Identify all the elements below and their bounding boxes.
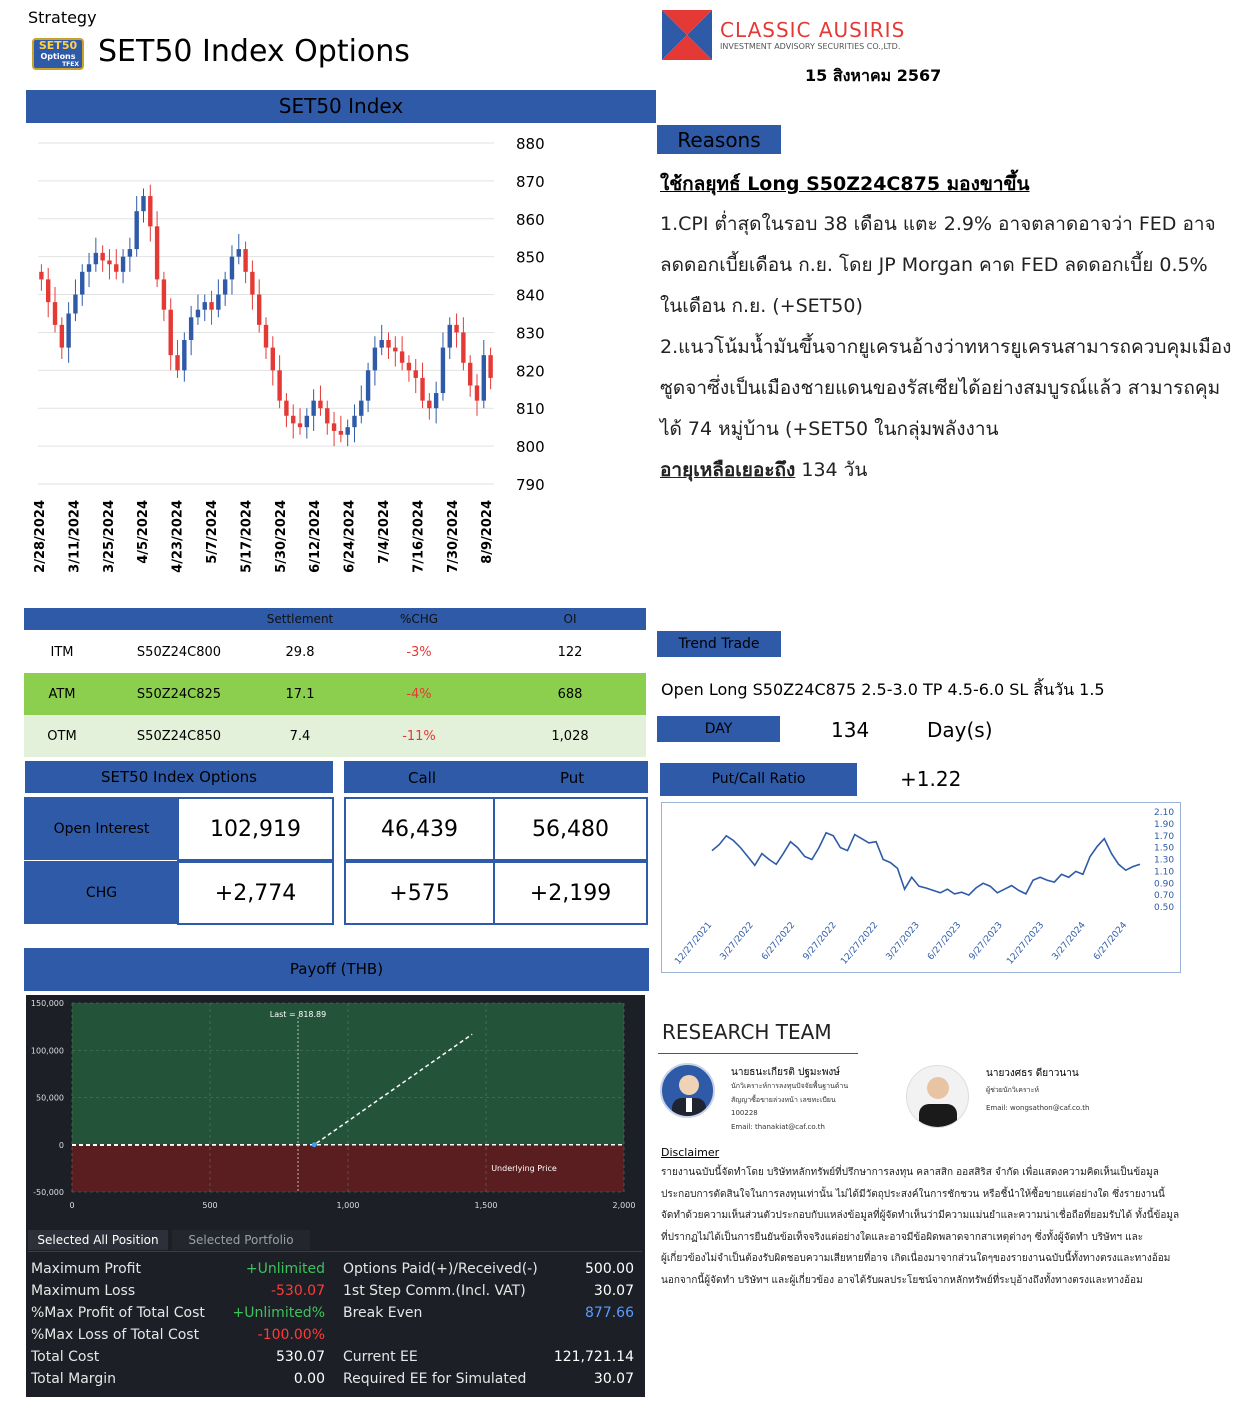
reasons-label: Reasons <box>657 125 781 154</box>
research-divider <box>658 1053 858 1054</box>
table-row <box>24 715 646 757</box>
disclaimer-line: จัดทำด้วยความเห็นส่วนตัวประกอบกับแหล่งข้อมูลที่ผู้จัดทำเห็นว่ามีความแม่นยำและความน่าเชื่อถือที่ยอมรับได้ ทั้งนี้ข้อมูล <box>661 1210 1180 1221</box>
researcher-1-role: 100228 <box>731 1109 758 1117</box>
row-series: S50Z24C825 <box>136 687 222 702</box>
candle-body <box>162 279 166 309</box>
candle-body <box>284 401 288 416</box>
researcher-1-role: นักวิเคราะห์การลงทุนปัจจัยพื้นฐานด้าน <box>731 1082 849 1090</box>
y-tick-label: 860 <box>516 210 545 229</box>
candle-body <box>80 272 84 295</box>
payoff-stat-row <box>27 1303 637 1325</box>
candle-body <box>352 416 356 427</box>
candle-body <box>257 295 261 325</box>
reason-line: ซูดจาซึ่งเป็นเมืองชายแดนของรัสเซียได้อย่างสมบูรณ์แล้ว สามารถคุม <box>660 377 1221 399</box>
payoff-stat-row <box>27 1259 637 1281</box>
day-unit: Day(s) <box>927 718 993 742</box>
x-tick-label: 6/12/2024 <box>308 500 324 573</box>
candle-body <box>393 348 397 352</box>
expiry-line <box>660 450 1240 491</box>
candle-body <box>482 355 486 400</box>
candle-body <box>128 249 132 257</box>
stat-value: -100.00% <box>257 1327 325 1343</box>
y-tick-label: 1.30 <box>1154 855 1175 866</box>
x-tick-label: 500 <box>202 1201 218 1210</box>
y-tick-label: 1.90 <box>1154 819 1175 830</box>
candle-body <box>420 378 424 401</box>
x-tick-label: 9/27/2023 <box>967 920 1005 963</box>
candle-body <box>475 385 479 400</box>
pcr-series-line <box>712 833 1140 895</box>
payoff-chart <box>26 995 645 1225</box>
y-tick-label: 810 <box>516 400 545 419</box>
row-chg: -3% <box>406 645 432 660</box>
disclaimer-line: รายงานฉบับนี้จัดทำโดย บริษัทหลักทรัพย์ที่ปรึกษาการลงทุน คลาสสิก ออสสิริส จำกัด เพื่อแสดงความคิดเห็นเป็นข้อมูล <box>661 1167 1159 1178</box>
stat-value: 30.07 <box>593 1371 634 1387</box>
y-tick-label: 1.70 <box>1154 831 1175 842</box>
x-tick-label: 3/25/2024 <box>101 500 117 573</box>
reason-line: ได้ 74 หมู่บ้าน (+SET50 ในกลุ่มพลังงาน <box>660 418 999 440</box>
pcr-label: Put/Call Ratio <box>660 763 857 796</box>
put-label: Put <box>560 769 585 787</box>
candle-body <box>73 295 77 314</box>
chg-call: +575 <box>344 861 495 925</box>
row-oi: 688 <box>557 687 583 702</box>
stat-label: Current EE <box>343 1349 418 1365</box>
stat-label: %Max Profit of Total Cost <box>31 1305 205 1321</box>
set50-candlestick-chart <box>26 128 656 588</box>
row-moneyness: ITM <box>50 645 74 660</box>
y-tick-label: 0.50 <box>1154 903 1175 913</box>
candle-body <box>46 279 50 302</box>
x-tick-label: 6/24/2024 <box>342 500 358 573</box>
disclaimer-line: ผู้เกี่ยวข้องไม่จำเป็นต้องรับผิดชอบความเสียหายที่อาจ เกิดเนื่องมาจากส่วนใดๆของรายงานฉบับนี้ทั้งทางตรงและทางอ้อม <box>661 1253 1171 1264</box>
x-tick-label: 5/30/2024 <box>273 500 289 573</box>
candle-body <box>60 325 64 348</box>
candle-body <box>339 431 343 435</box>
candle-body <box>386 340 390 348</box>
stat-label: %Max Loss of Total Cost <box>31 1327 200 1343</box>
candle-body <box>203 302 207 310</box>
call-label: Call <box>408 769 437 787</box>
last-price-label: Last = 818.89 <box>269 1010 327 1019</box>
candle-body <box>114 264 118 272</box>
reason-line: 2.แนวโน้มน้ำมันขึ้นจากยูเครนอ้างว่าทหารยูเครนสามารถควบคุมเมือง <box>660 336 1232 358</box>
report-date: 15 สิงหาคม 2567 <box>805 66 942 85</box>
candle-body <box>468 363 472 386</box>
row-chg: -4% <box>406 687 432 702</box>
row-oi: 1,028 <box>551 729 589 744</box>
tab-selected-all-position[interactable]: Selected All Position <box>28 1230 168 1250</box>
oi-call: 46,439 <box>344 797 495 861</box>
company-name: CLASSIC AUSIRIS <box>720 18 906 42</box>
row-settlement: 17.1 <box>285 687 315 702</box>
day-label: DAY <box>657 716 780 742</box>
candle-body <box>100 253 104 261</box>
expiry-value: 134 วัน <box>801 459 868 481</box>
row-series: S50Z24C850 <box>136 729 222 744</box>
stat-label: Maximum Loss <box>31 1283 136 1299</box>
candle-body <box>141 196 145 211</box>
stat-value: 0.00 <box>293 1371 325 1387</box>
col-settlement: Settlement <box>266 612 334 626</box>
payoff-stat-row <box>27 1325 637 1347</box>
payoff-stat-row <box>27 1347 637 1369</box>
company-subtitle: INVESTMENT ADVISORY SECURITIES CO.,LTD. <box>720 42 901 51</box>
pcr-value: +1.22 <box>900 767 962 791</box>
candle-body <box>488 355 492 378</box>
payoff-title: Payoff (THB) <box>24 948 649 991</box>
reason-line: ลดดอกเบี้ยเดือน ก.ย. โดย JP Morgan คาด FED ลดดอกเบี้ย 0.5% <box>660 254 1208 276</box>
trend-trade-label: Trend Trade <box>657 631 781 657</box>
oi-label: Open Interest <box>24 797 179 860</box>
stat-value: 30.07 <box>593 1283 634 1299</box>
underlying-price-label: Underlying Price <box>491 1163 557 1173</box>
company-logo-icon <box>662 10 712 60</box>
candle-body <box>237 249 241 257</box>
stat-value: 530.07 <box>276 1349 325 1365</box>
candle-body <box>311 401 315 416</box>
index-chart-title: SET50 Index <box>26 90 656 123</box>
row-settlement: 7.4 <box>289 729 311 744</box>
candle-body <box>359 401 363 416</box>
candle-body <box>298 423 302 427</box>
x-tick-label: 7/30/2024 <box>445 500 461 573</box>
x-tick-label: 12/27/2023 <box>1005 920 1047 967</box>
y-tick-label: -50,000 <box>33 1188 64 1197</box>
reason-line: ในเดือน ก.ย. (+SET50) <box>660 295 863 317</box>
x-tick-label: 12/27/2021 <box>673 920 715 967</box>
candle-body <box>223 279 227 294</box>
x-tick-label: 4/5/2024 <box>136 500 152 564</box>
expiry-label: อายุเหลือเยอะถึง <box>660 459 796 481</box>
break-even-marker <box>312 1142 317 1147</box>
y-tick-label: 1.10 <box>1154 867 1175 878</box>
avatar <box>906 1065 969 1128</box>
researcher-1-role: สัญญาซื้อขายล่วงหน้า เลขทะเบียน <box>731 1096 836 1104</box>
researcher-1-email: Email: thanakiat@caf.co.th <box>731 1123 825 1131</box>
x-tick-label: 0 <box>69 1201 75 1210</box>
candle-body <box>148 196 152 226</box>
research-team-title: RESEARCH TEAM <box>662 1020 832 1044</box>
candle-body <box>373 348 377 371</box>
row-moneyness: ATM <box>48 687 76 702</box>
candle-body <box>209 302 213 310</box>
stat-label: Required EE for Simulated <box>343 1371 527 1387</box>
oi-put: 56,480 <box>493 797 648 861</box>
candle-body <box>243 249 247 272</box>
chg-total: +2,774 <box>177 861 334 925</box>
candle-body <box>318 401 322 409</box>
x-tick-label: 3/27/2022 <box>718 920 756 963</box>
candle-body <box>94 253 98 264</box>
candle-body <box>271 348 275 371</box>
candle-body <box>400 351 404 362</box>
reason-line: 1.CPI ต่ำสุดในรอบ 38 เดือน แตะ 2.9% อาจตลาดอาจว่า FED อาจ <box>660 213 1216 235</box>
candle-body <box>189 317 193 340</box>
candle-body <box>461 332 465 362</box>
y-tick-label: 150,000 <box>30 999 64 1008</box>
x-tick-label: 2,000 <box>612 1201 636 1210</box>
candle-body <box>87 264 91 272</box>
disclaimer-line: ประกอบการตัดสินใจในการลงทุนเท่านั้น ไม่ได้มีวัตถุประสงค์ในการชักชวน หรือชี้นำให้ซื้อขายแต่อย่างใด ซึ่งรายงานนี้ <box>661 1188 1165 1200</box>
candle-body <box>39 272 43 280</box>
x-tick-label: 6/27/2022 <box>759 920 798 963</box>
x-tick-label: 1,500 <box>474 1201 498 1210</box>
trend-trade-text: Open Long S50Z24C875 2.5-3.0 TP 4.5-6.0 SL สิ้นวัน 1.5 <box>661 680 1105 699</box>
x-tick-label: 5/7/2024 <box>205 500 220 564</box>
reasons-heading: ใช้กลยุทธ์ Long S50Z24C875 มองขาขึ้น <box>660 173 1030 195</box>
x-tick-label: 6/27/2023 <box>925 920 964 963</box>
stat-value: 877.66 <box>585 1305 634 1321</box>
avatar <box>660 1063 715 1118</box>
set50-options-logo: SET50 Options TFEX <box>32 38 84 70</box>
y-tick-label: 840 <box>516 286 545 305</box>
col-chg: %CHG <box>399 612 439 626</box>
y-tick-label: 800 <box>516 438 545 457</box>
candle-body <box>196 310 200 318</box>
stat-label: Total Cost <box>31 1349 100 1365</box>
x-tick-label: 8/9/2024 <box>480 500 496 564</box>
y-tick-label: 830 <box>516 324 545 343</box>
y-tick-label: 820 <box>516 362 545 381</box>
candle-body <box>250 272 254 295</box>
candle-body <box>427 401 431 409</box>
candle-body <box>66 314 70 348</box>
x-tick-label: 2/28/2024 <box>33 500 48 573</box>
disclaimer-body <box>661 1162 1243 1291</box>
row-settlement: 29.8 <box>285 645 315 660</box>
person-icon <box>907 1066 969 1128</box>
candle-body <box>345 427 349 435</box>
x-tick-label: 3/27/2024 <box>1050 920 1088 963</box>
y-tick-label: 0 <box>58 1140 64 1150</box>
col-oi: OI <box>563 612 577 626</box>
y-tick-label: 50,000 <box>36 1093 64 1103</box>
y-tick-label: 880 <box>516 135 545 153</box>
row-series: S50Z24C800 <box>136 645 222 660</box>
candle-body <box>121 257 125 272</box>
candle-body <box>264 325 268 348</box>
candle-body <box>230 257 234 280</box>
candle-body <box>175 355 179 370</box>
candle-body <box>434 393 438 408</box>
chg-put: +2,199 <box>493 861 648 925</box>
candle-body <box>169 310 173 355</box>
payoff-stat-row <box>27 1281 637 1303</box>
chg-label: CHG <box>24 861 179 924</box>
oi-summary-title: SET50 Index Options <box>25 761 333 793</box>
researcher-1-name: นายธนะเกียรติ ปฐมะพงษ์ <box>731 1067 840 1078</box>
candle-body <box>53 302 57 325</box>
stat-label: Break Even <box>343 1305 423 1321</box>
x-tick-label: 7/16/2024 <box>411 500 427 573</box>
x-tick-label: 3/11/2024 <box>67 500 83 573</box>
x-tick-label: 3/27/2023 <box>884 920 922 963</box>
stat-value: 121,721.14 <box>553 1349 634 1365</box>
y-tick-label: 1.50 <box>1154 843 1175 854</box>
candle-body <box>291 416 295 424</box>
stat-value: 500.00 <box>585 1261 634 1277</box>
table-row <box>24 631 646 673</box>
stat-label: Maximum Profit <box>31 1261 141 1277</box>
row-oi: 122 <box>557 645 583 660</box>
candle-body <box>332 423 336 431</box>
disclaimer-title: Disclaimer <box>661 1146 720 1159</box>
strategy-label: Strategy <box>28 8 97 27</box>
disclaimer-line: ที่ปรากฏไม่ได้เป็นการยืนยันข้อเท็จจริงแต่อย่างใดและอาจมีข้อผิดพลาดจากสาเหตุต่างๆ ซึ่งทั้งผู้จัดทำ บริษัทฯ และ <box>661 1231 1144 1243</box>
stat-value: +Unlimited <box>245 1261 325 1277</box>
day-value: 134 <box>831 718 870 742</box>
y-tick-label: 0.70 <box>1154 891 1175 902</box>
oi-total: 102,919 <box>177 797 334 861</box>
payoff-stat-row <box>27 1369 637 1391</box>
researcher-2-role: ผู้ช่วยนักวิเคราะห์ <box>986 1086 1039 1094</box>
candle-body <box>448 325 452 348</box>
y-tick-label: 100,000 <box>30 1046 64 1056</box>
x-tick-label: 7/4/2024 <box>377 500 392 564</box>
disclaimer-line: นอกจากนี้ผู้จัดทำ บริษัทฯ และผู้เกี่ยวข้อง อาจได้รับผลประโยชน์จากหลักทรัพย์ที่ระบุอ้างถึงทั้งทางตรงและทางอ้อม <box>661 1274 1143 1286</box>
candle-body <box>407 363 411 371</box>
reasons-body <box>660 204 1240 491</box>
tab-selected-portfolio[interactable]: Selected Portfolio <box>172 1230 310 1250</box>
x-tick-label: 5/17/2024 <box>239 500 255 573</box>
call-put-header <box>344 761 648 793</box>
table-row <box>24 673 646 715</box>
row-chg: -11% <box>402 729 436 744</box>
x-tick-label: 4/23/2024 <box>170 500 186 573</box>
person-icon <box>662 1065 715 1118</box>
x-tick-label: 9/27/2022 <box>801 920 839 963</box>
candle-body <box>277 370 281 400</box>
x-tick-label: 6/27/2024 <box>1091 920 1130 963</box>
x-tick-label: 1,000 <box>336 1201 360 1210</box>
candle-body <box>155 226 159 279</box>
candle-body <box>107 260 111 264</box>
stat-value: -530.07 <box>270 1283 325 1299</box>
y-tick-label: 2.10 <box>1154 808 1175 818</box>
candle-body <box>454 325 458 333</box>
stat-value: +Unlimited% <box>232 1305 325 1321</box>
stat-label: Total Margin <box>31 1371 116 1387</box>
y-tick-label: 850 <box>516 248 545 267</box>
stat-label: Options Paid(+)/Received(-) <box>343 1261 538 1277</box>
put-call-ratio-chart <box>662 803 1180 972</box>
y-tick-label: 0.90 <box>1154 879 1175 890</box>
y-tick-label: 790 <box>516 476 545 494</box>
stat-label: 1st Step Comm.(Incl. VAT) <box>343 1283 526 1299</box>
row-moneyness: OTM <box>47 729 77 744</box>
page-title: SET50 Index Options <box>98 34 410 69</box>
candle-body <box>182 340 186 370</box>
candle-body <box>305 416 309 427</box>
researcher-2-name: นายวงศธร ดียาวนาน <box>986 1068 1079 1079</box>
candle-body <box>441 348 445 393</box>
options-table-header <box>24 608 646 630</box>
candle-body <box>414 370 418 378</box>
candle-body <box>366 370 370 400</box>
company-logo <box>662 10 712 60</box>
candle-body <box>134 211 138 249</box>
candle-body <box>216 295 220 310</box>
y-tick-label: 870 <box>516 172 545 191</box>
x-tick-label: 12/27/2022 <box>839 920 881 967</box>
candle-body <box>380 340 384 348</box>
researcher-2-email: Email: wongsathon@caf.co.th <box>986 1104 1090 1112</box>
candle-body <box>325 408 329 423</box>
tab-underline <box>28 1251 642 1252</box>
